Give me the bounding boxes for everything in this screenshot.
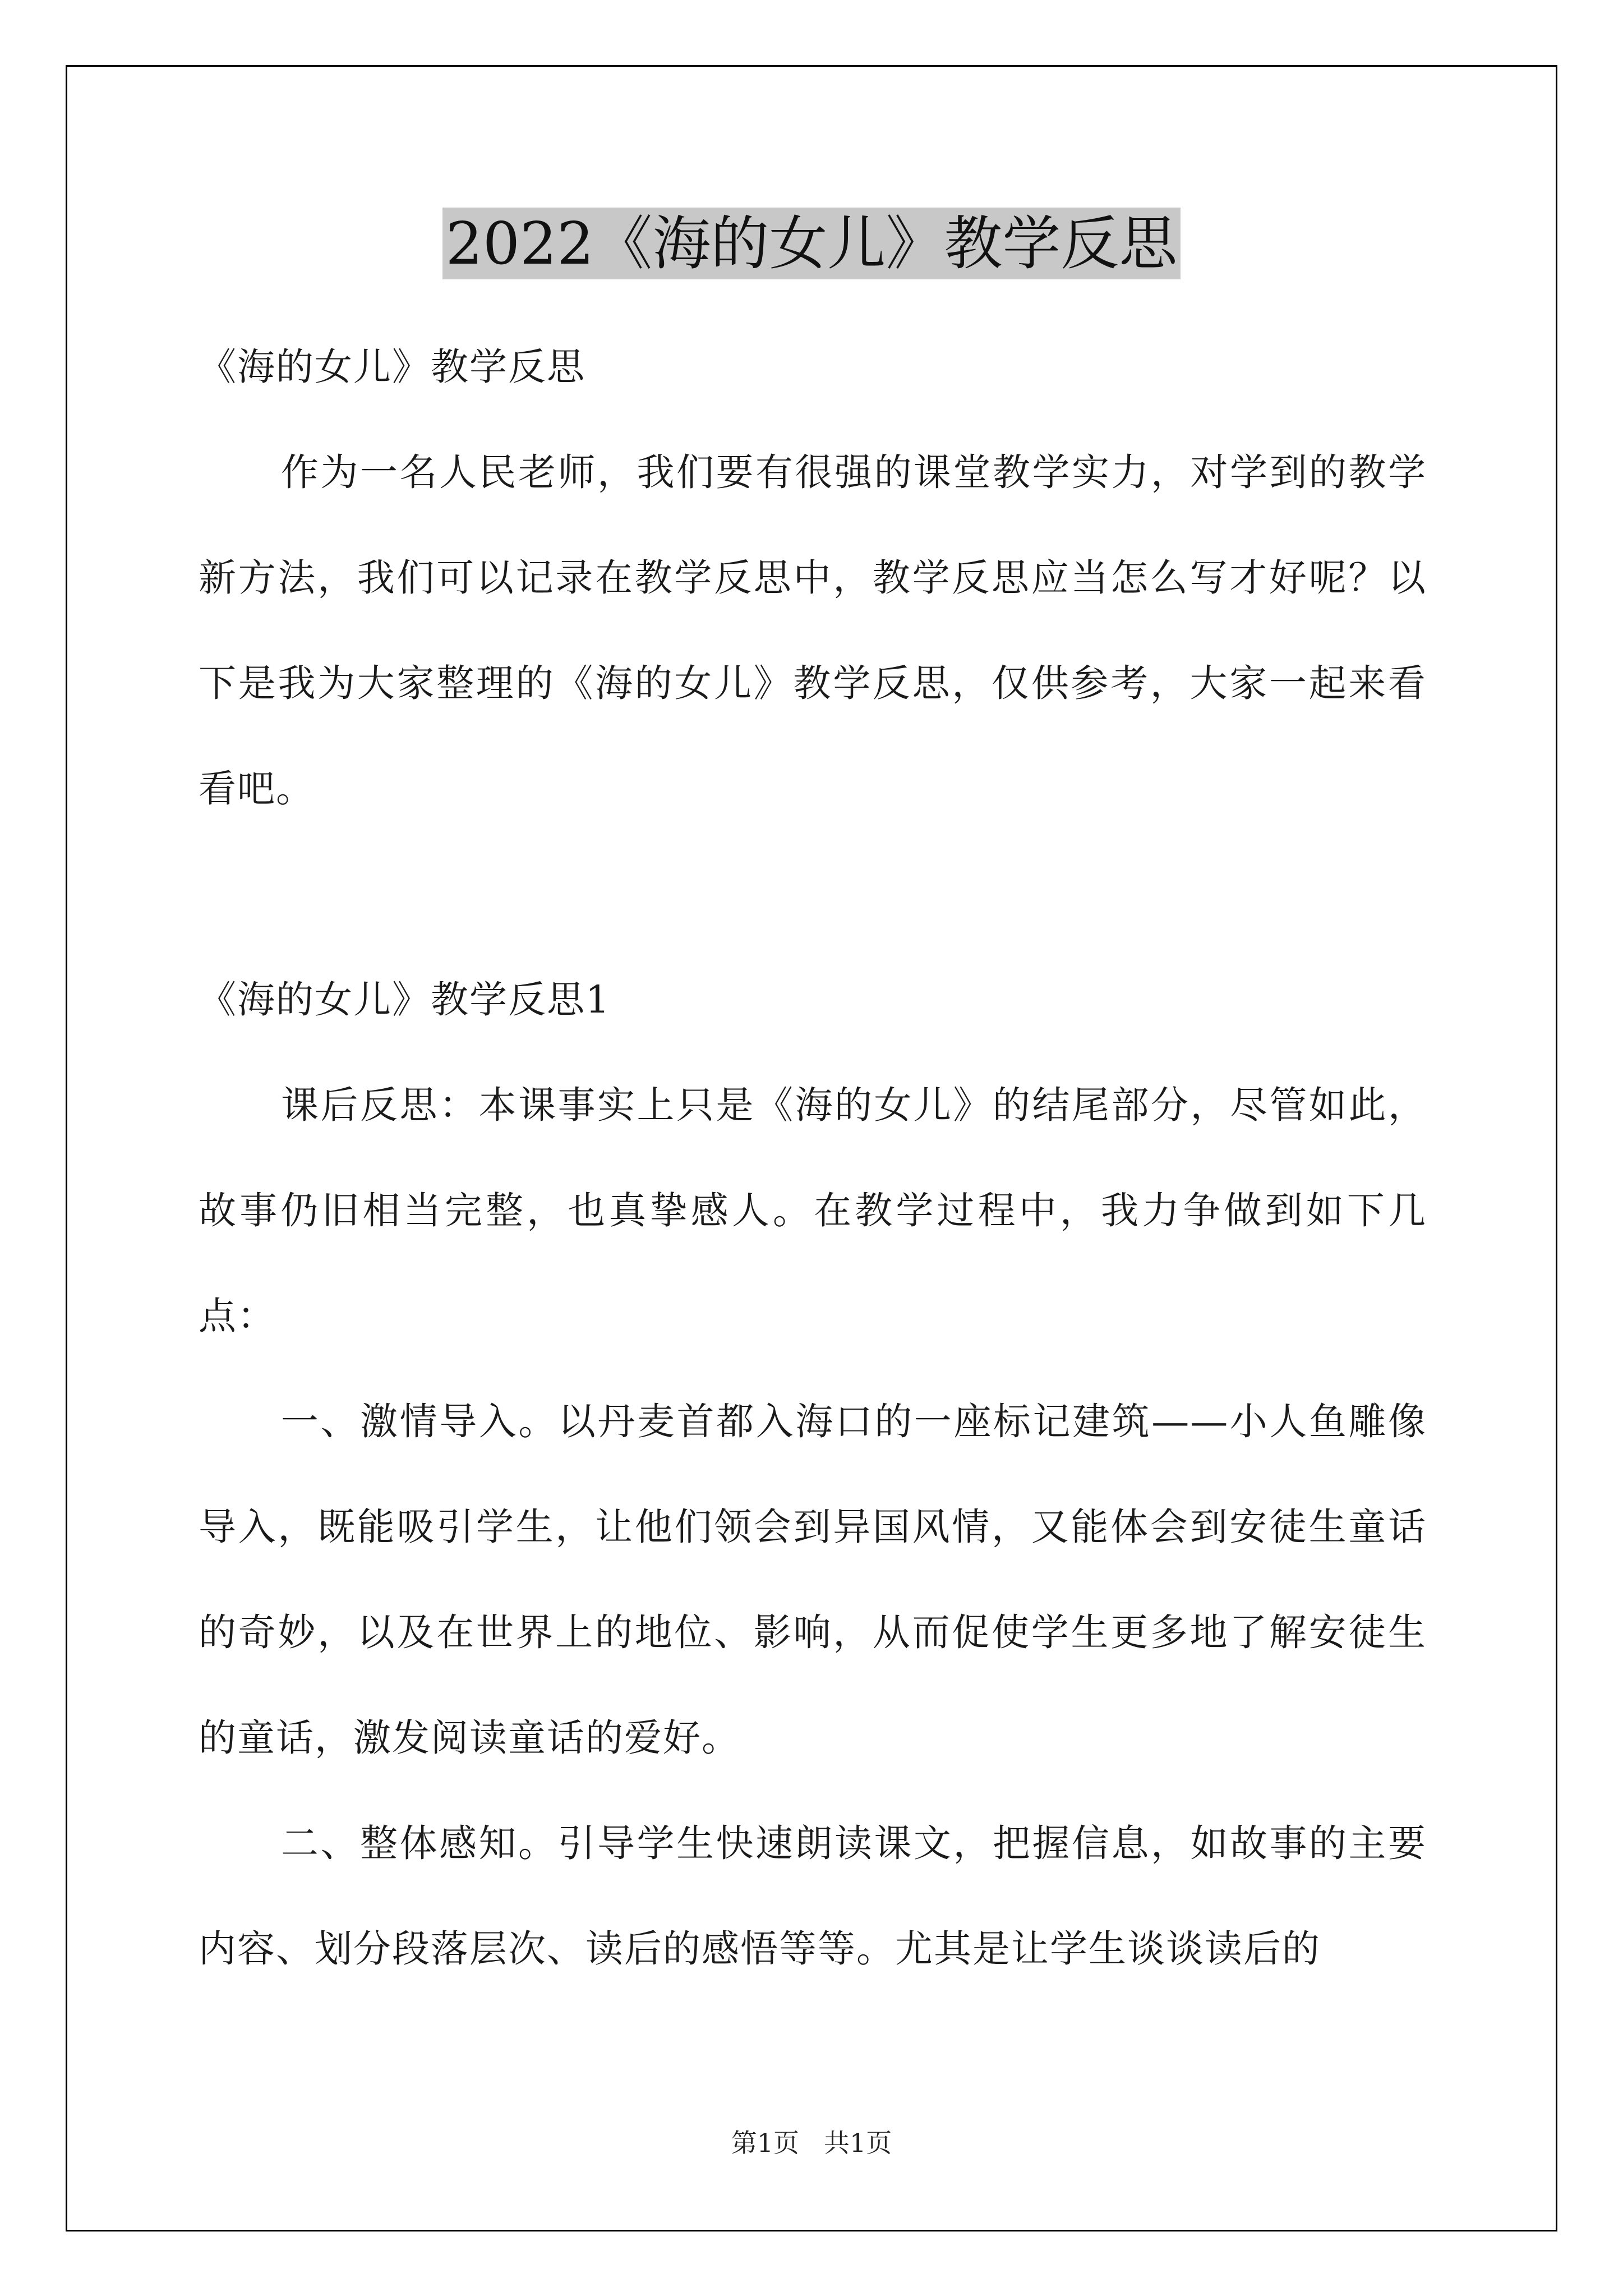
section-heading: 《海的女儿》教学反思1 [199, 978, 611, 1022]
document-title: 2022《海的女儿》教学反思 [442, 208, 1181, 279]
page-footer [0, 2126, 1623, 2160]
page-number-current: 第1页 [731, 2128, 800, 2158]
subtitle: 《海的女儿》教学反思 [199, 345, 585, 389]
body-paragraph-2: 一、激情导入。以丹麦首都入海口的一座标记建筑——小人鱼雕像导入，既能吸引学生，让他们领会到异国风情，又能体会到安徒生童话的奇妙，以及在世界上的地位、影响，从而促使学生更多地了解安徒生的童话，激发阅读童话的爱好。 [199, 1400, 1427, 1760]
section-spacer [199, 841, 1427, 947]
title-container [0, 208, 1623, 279]
page-number-total: 共1页 [823, 2128, 892, 2158]
body-paragraph-3: 二、整体感知。引导学生快速朗读课文，把握信息，如故事的主要内容、划分段落层次、读后的感悟等等。尤其是让学生谈谈读后的 [199, 1821, 1427, 1971]
intro-paragraph: 作为一名人民老师，我们要有很强的课堂教学实力，对学到的教学新方法，我们可以记录在教学反思中，教学反思应当怎么写才好呢？以下是我为大家整理的《海的女儿》教学反思，仅供参考，大家一起来看看吧。 [199, 450, 1427, 811]
body-paragraph-1: 课后反思：本课事实上只是《海的女儿》的结尾部分，尽管如此，故事仍旧相当完整，也真挚感人。在教学过程中，我力争做到如下几点： [199, 1083, 1427, 1338]
document-body [199, 314, 1427, 2001]
